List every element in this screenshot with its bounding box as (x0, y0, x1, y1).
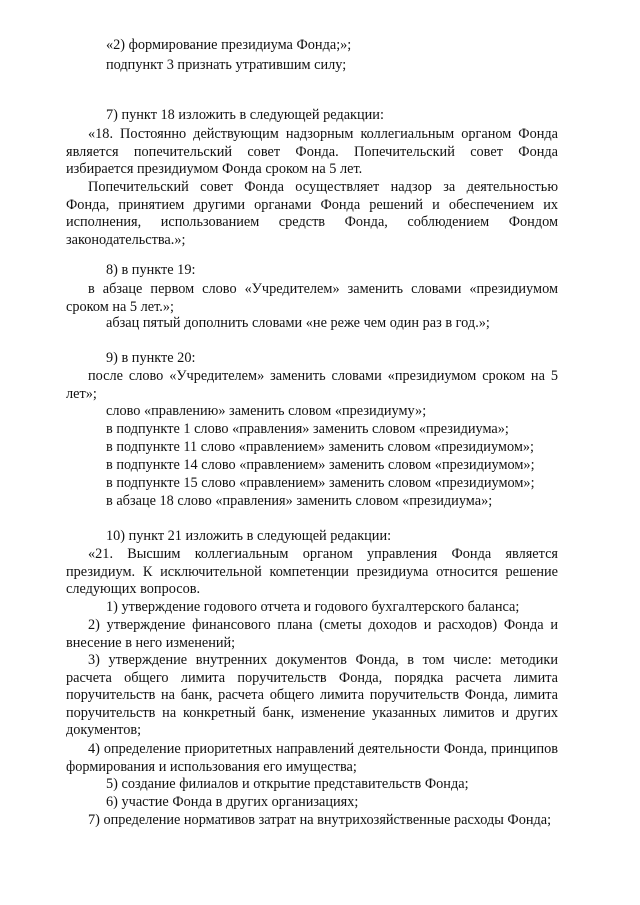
paragraph-point-21-text: «21. Высшим коллегиальным органом управления Фонда является президиум. К исключительной компетенции президиума относится решение следующих вопросов. (66, 546, 558, 598)
paragraph-point-7-heading: 7) пункт 18 изложить в следующей редакции: (106, 107, 384, 123)
paragraph-item-7: 7) определение нормативов затрат на внутрихозяйственные расходы Фонда; (88, 812, 552, 828)
paragraph-point-19-first: в абзаце первом слово «Учредителем» заменить словами «президиумом сроком на 5 лет.»; (66, 281, 558, 315)
paragraph-subpoint-3: подпункт 3 признать утратившим силу; (106, 57, 347, 73)
paragraph-subpoint-11: в подпункте 11 слово «правлением» заменить словом «президиумом»; (106, 439, 535, 455)
paragraph-item-3: 3) утверждение внутренних документов Фонда, в том числе: методики расчета общего лимита поручительств Фонда, порядка расчета лимита поручительств на банк, расчета общего лимита поручительств Фонда, лимита поручительств на конкретный банк, изменение указанных лимитов и других документов; (66, 652, 558, 739)
paragraph-subpoint-14: в подпункте 14 слово «правлением» заменить словом «президиумом»; (106, 457, 535, 473)
paragraph-point-20-word-board: слово «правлению» заменить словом «президиуму»; (106, 403, 427, 419)
paragraph-formation-presidium: «2) формирование президиума Фонда;»; (106, 37, 352, 53)
paragraph-point-20-after: после слово «Учредителем» заменить словами «президиумом сроком на 5 лет»; (66, 368, 558, 402)
paragraph-point-9-heading: 9) в пункте 20: (106, 350, 196, 366)
paragraph-abzac-18: в абзаце 18 слово «правления» заменить словом «президиума»; (106, 493, 493, 509)
paragraph-item-5: 5) создание филиалов и открытие представительств Фонда; (106, 776, 469, 792)
paragraph-subpoint-1: в подпункте 1 слово «правления» заменить словом «президиума»; (106, 421, 509, 437)
paragraph-point-10-heading: 10) пункт 21 изложить в следующей редакции: (106, 528, 392, 544)
paragraph-item-1: 1) утверждение годового отчета и годового бухгалтерского баланса; (106, 599, 520, 615)
paragraph-trustee-council: Попечительский совет Фонда осуществляет надзор за деятельностью Фонда, принятием другими органами Фонда решений и обеспечением их исполнения, использованием средств Фонда, соблюдением Фондом законодательства.»; (66, 179, 558, 248)
paragraph-subpoint-15: в подпункте 15 слово «правлением» заменить словом «президиумом»; (106, 475, 535, 491)
paragraph-item-2: 2) утверждение финансового плана (сметы доходов и расходов) Фонда и внесение в него изменений; (66, 617, 558, 651)
paragraph-item-4: 4) определение приоритетных направлений деятельности Фонда, принципов формирования и использования его имущества; (66, 741, 558, 775)
paragraph-point-8-heading: 8) в пункте 19: (106, 262, 196, 278)
paragraph-item-6: 6) участие Фонда в других организациях; (106, 794, 359, 810)
paragraph-point-19-fifth: абзац пятый дополнить словами «не реже чем один раз в год.»; (106, 315, 490, 331)
paragraph-point-18-text: «18. Постоянно действующим надзорным коллегиальным органом Фонда является попечительский совет Фонда. Попечительский совет Фонда избирается президиумом Фонда сроком на 5 лет. (66, 126, 558, 178)
